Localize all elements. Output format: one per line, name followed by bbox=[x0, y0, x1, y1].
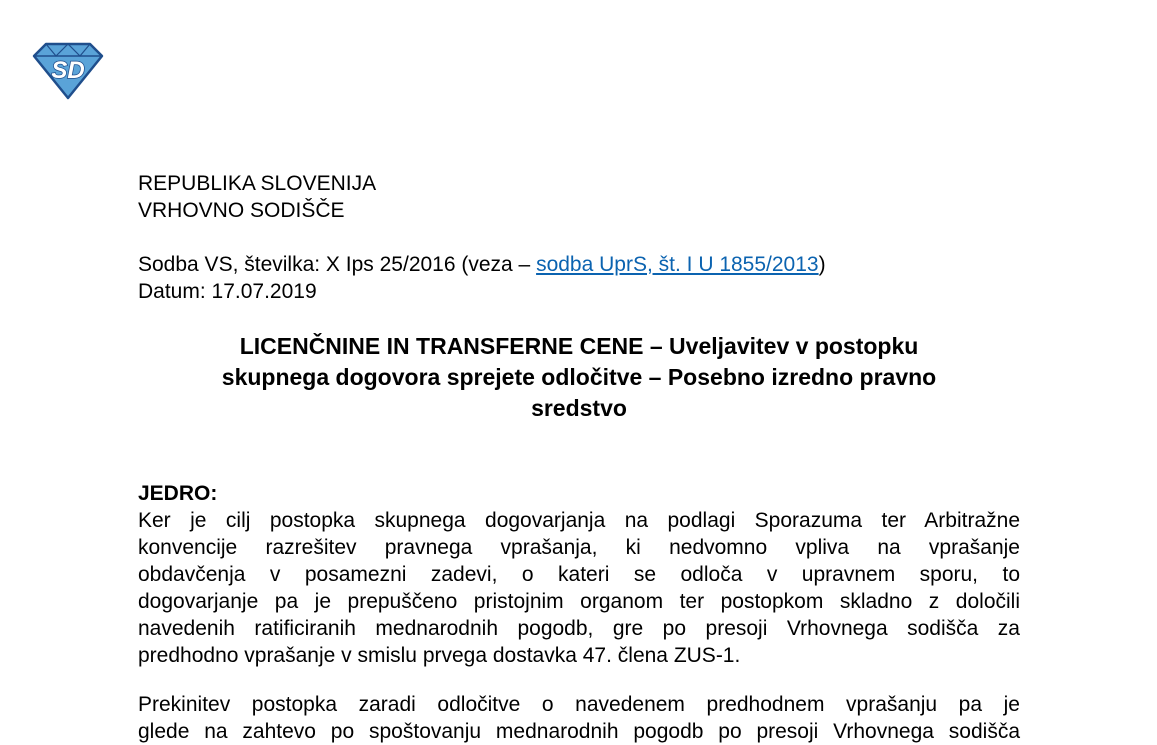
paragraph-line: obdavčenja v posamezni zadevi, o kateri se odloča v upravnem sporu, to bbox=[138, 563, 1020, 586]
court-name: VRHOVNO SODIŠČE bbox=[138, 199, 345, 222]
paragraph-line: predhodno vprašanje v smislu prvega dostavka 47. člena ZUS-1. bbox=[138, 644, 741, 667]
republic-name: REPUBLIKA SLOVENIJA bbox=[138, 172, 377, 195]
paragraph-line: Ker je cilj postopka skupnega dogovarjanja na podlagi Sporazuma ter Arbitražne bbox=[138, 509, 1020, 532]
ruling-suffix: ) bbox=[818, 253, 826, 276]
related-ruling-link[interactable]: sodba UprS, št. I U 1855/2013 bbox=[536, 253, 819, 276]
title-line: skupnega dogovora sprejete odločitve – Posebno izredno pravno bbox=[221, 364, 937, 390]
jedro-paragraph-2 bbox=[138, 691, 1020, 745]
ruling-reference bbox=[138, 251, 826, 278]
section-label-jedro: JEDRO: bbox=[138, 482, 218, 505]
ruling-title bbox=[138, 331, 1020, 424]
ruling-date: Datum: 17.07.2019 bbox=[138, 280, 317, 303]
paragraph-line: dogovarjanje pa je prepuščeno pristojnim organom ter postopkom skladno z določili bbox=[138, 590, 1020, 613]
title-line: LICENČNINE IN TRANSFERNE CENE – Uveljavitev v postopku bbox=[239, 333, 919, 359]
jedro-paragraph-1 bbox=[138, 507, 1020, 669]
ruling-number: Sodba VS, številka: X Ips 25/2016 (veza – bbox=[138, 253, 537, 276]
paragraph-line: Prekinitev postopka zaradi odločitve o navedenem predhodnem vprašanju pa je bbox=[138, 693, 1020, 716]
paragraph-line: konvencije razrešitev pravnega vprašanja, ki nedvomno vpliva na vprašanje bbox=[138, 536, 1020, 559]
logo-letters: SD bbox=[51, 57, 85, 84]
paragraph-line: glede na zahtevo po spoštovanju mednarodnih pogodb po presoji Vrhovnega sodišča bbox=[138, 720, 1020, 743]
court-logo bbox=[30, 38, 106, 102]
paragraph-line: navedenih ratificiranih mednarodnih pogodb, gre po presoji Vrhovnega sodišča za bbox=[138, 617, 1020, 640]
title-line: sredstvo bbox=[531, 395, 627, 421]
